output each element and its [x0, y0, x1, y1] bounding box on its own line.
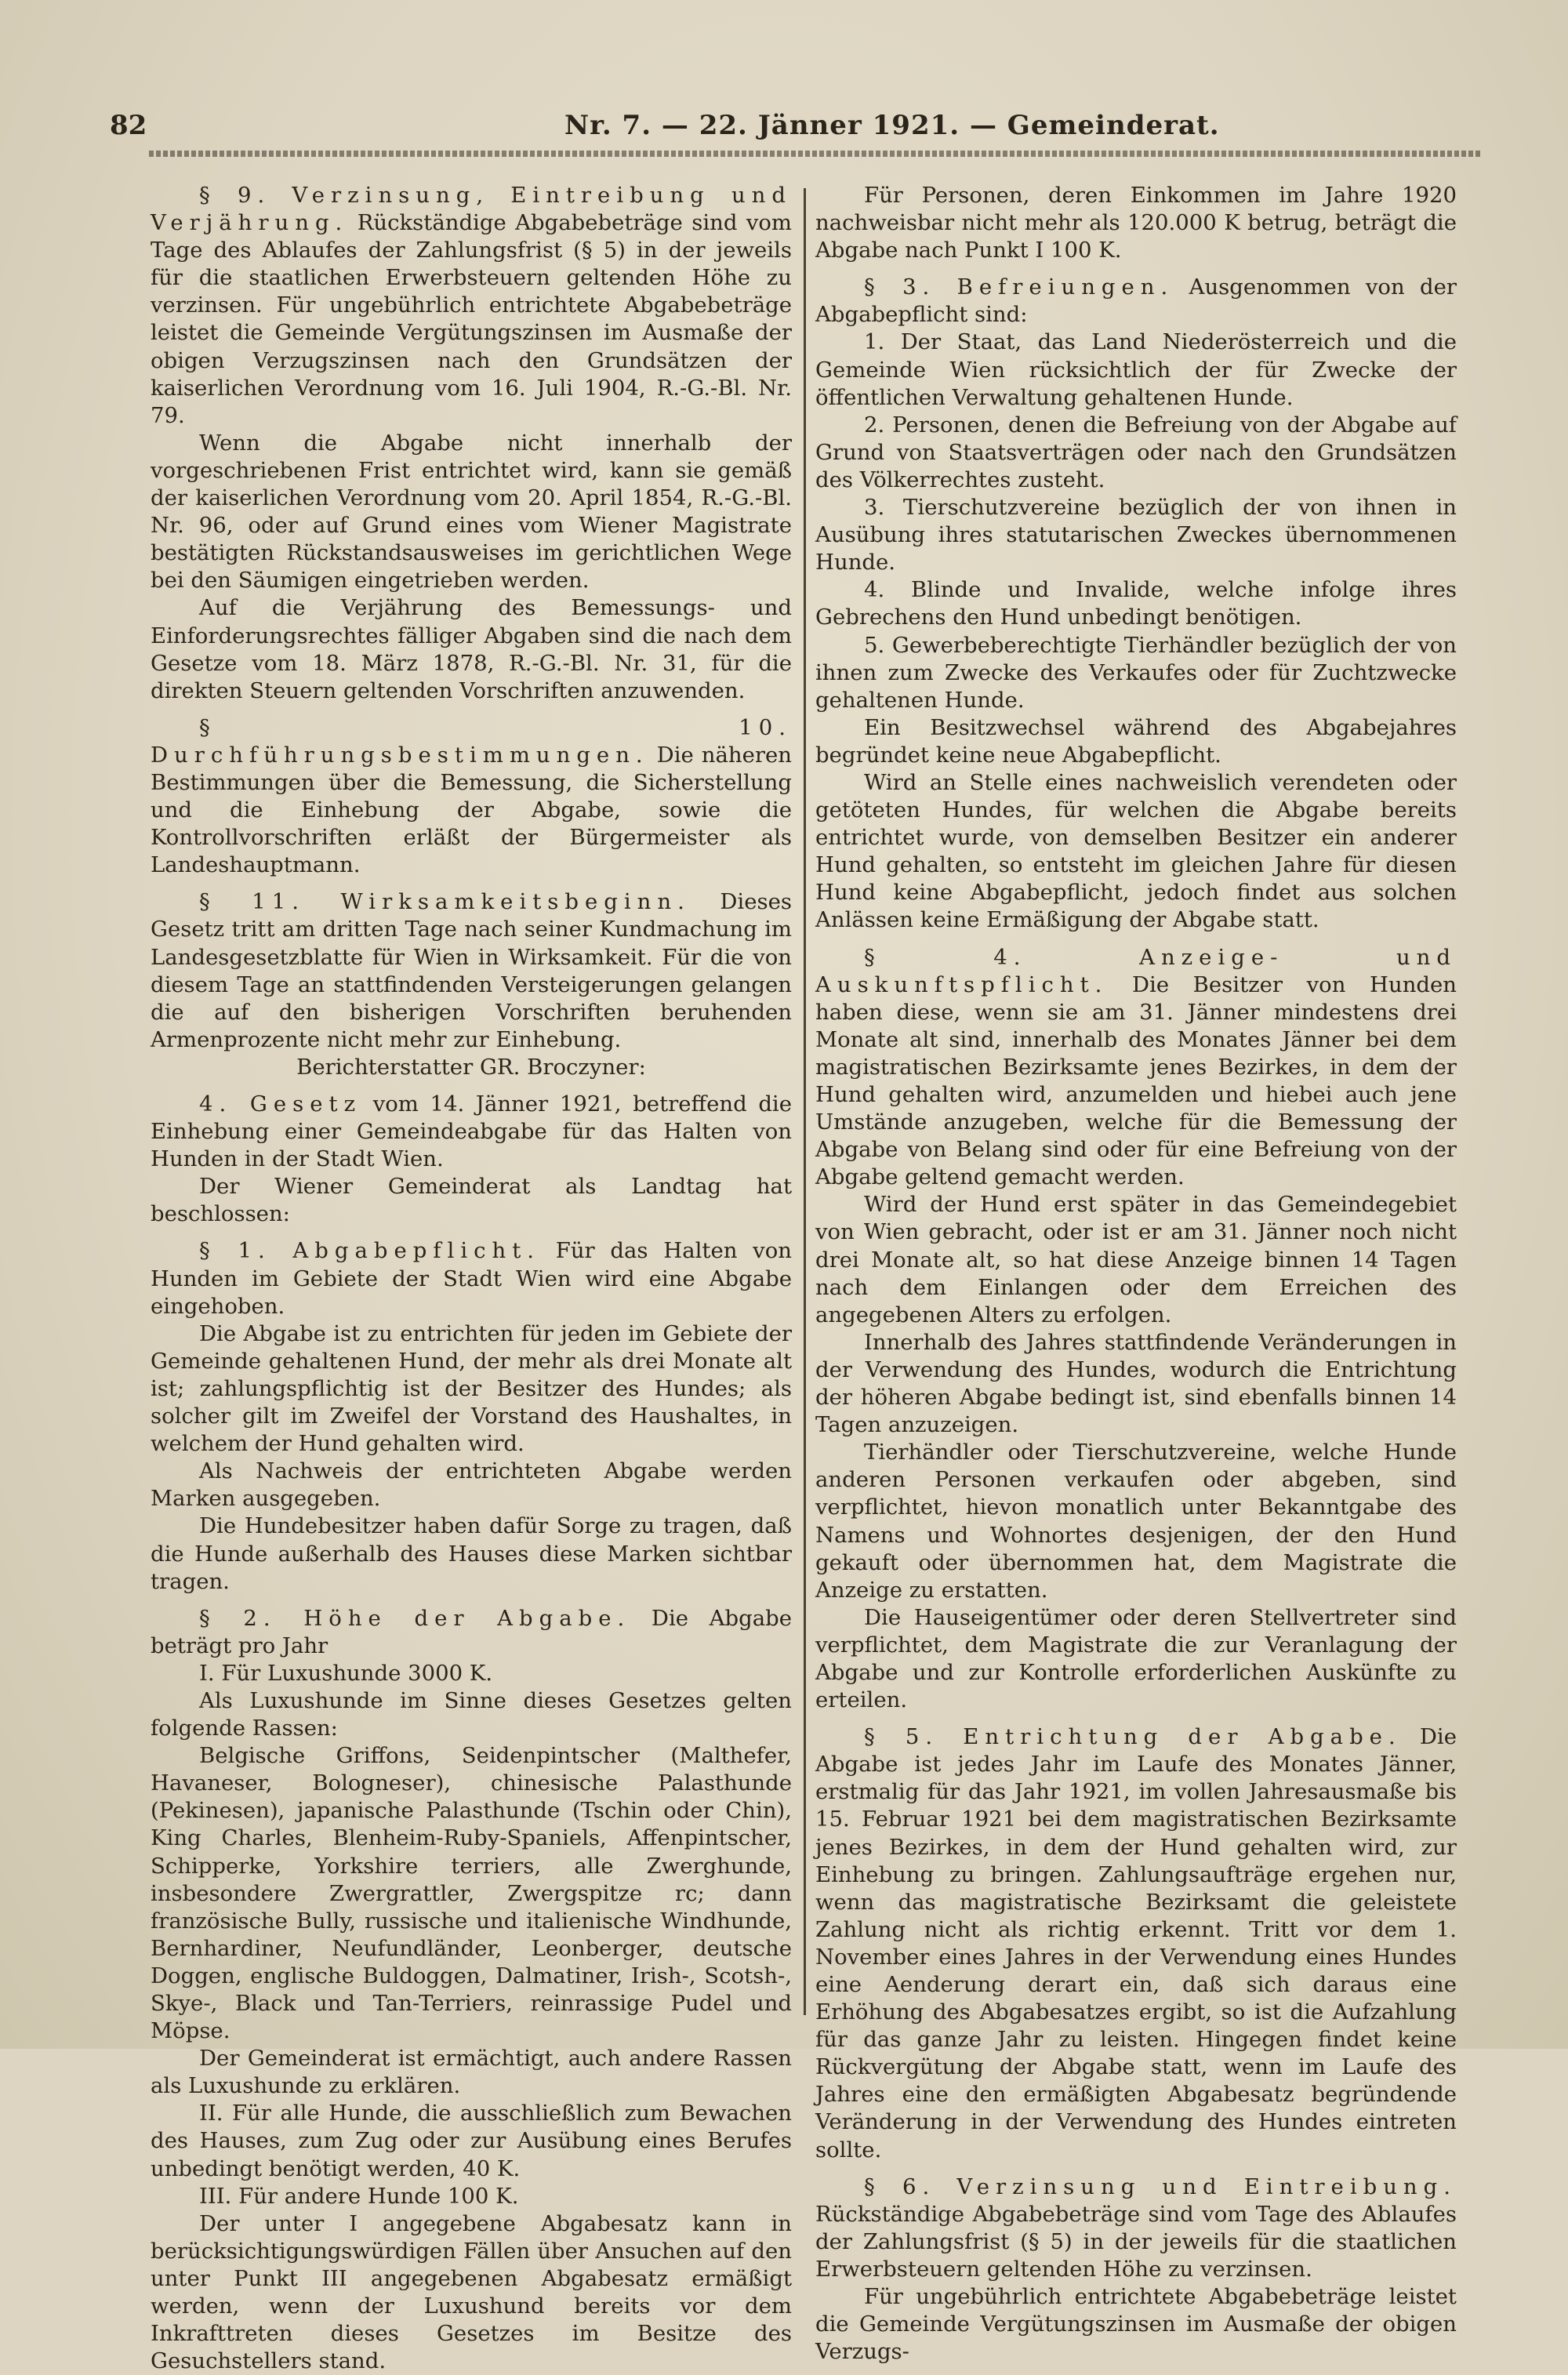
paragraph-text: Belgische Griffons, Seidenpintscher (Malthefer, Havaneser, Bologneser), chinesische Palasthunde (Pekinesen), japanische Palasthunde (Tschin oder Chin), King Charles, Blenheim-Ruby-Spaniels, Affenpintscher, Schipperke, Yorkshire terriers, alle Zwerghunde, insbesondere Zwergrattler, Zwergspitze rc; dann französische Bully, russische und italienische Windhunde, Bernhardiner, Neufundländer, Leonberger, deutsche Doggen, englische Buldoggen, Dalmatiner, Irish-, Scotsh-, Skye-, Black und Tan-Terriers, reinrassige Pudel und Möpse.	[151, 1743, 792, 2044]
paragraph-text: Der unter I angegebene Abgabesatz kann in berücksichtigungswürdigen Fällen über Ansuchen auf den unter Punkt III angegebenen Abgabesatz ermäßigt werden, wenn der Luxushund bereits vor dem Inkrafttreten dieses Gesetzes im Besitze des Gesuchstellers stand.	[151, 2210, 792, 2374]
running-title: Nr. 7. — 22. Jänner 1921. — Gemeinderat.	[564, 110, 1220, 141]
section-paragraph	[151, 714, 792, 880]
paragraph-text: II. Für alle Hunde, die ausschließlich zum Bewachen des Hauses, zum Zug oder zur Ausübung eines Berufes unbedingt benötigt werden, 40 K.	[151, 2101, 792, 2181]
paragraph	[151, 594, 792, 704]
paragraph	[815, 2283, 1457, 2366]
paragraph	[815, 1604, 1457, 1714]
paragraph	[151, 2045, 792, 2100]
paragraph	[815, 494, 1457, 576]
section-heading: § 11. Wirksamkeitsbeginn.	[199, 889, 691, 915]
paragraph-text: Tierhändler oder Tierschutzvereine, welche Hunde anderen Personen verkaufen oder abgeben, sind verpflichtet, hievon monatlich unter Bekanntgabe des Namens und Wohnortes desjenigen, der den Hund gekauft oder übernommen hat, dem Magistrate die Anzeige zu erstatten.	[815, 1440, 1457, 1603]
paragraph-text: Die Hauseigentümer oder deren Stellvertreter sind verpflichtet, dem Magistrate die zur Veranlagung der Abgabe und zur Kontrolle erforderlichen Auskünfte zu erteilen.	[815, 1604, 1457, 1713]
paragraph	[151, 1687, 792, 1742]
paragraph	[815, 576, 1457, 631]
paragraph-text: Wird an Stelle eines nachweislich verendeten oder getöteten Hundes, für welchen die Abgabe bereits entrichtet wurde, von demselben Besitzer ein anderer Hund gehalten, so entsteht im gleichen Jahre für diesen Hund keine Abgabepflicht, jedoch findet aus solchen Anlässen keine Ermäßigung der Abgabe statt.	[815, 769, 1457, 933]
paragraph	[151, 1742, 792, 2045]
section-heading: § 2. Höhe der Abgabe.	[199, 1605, 631, 1631]
section-paragraph	[151, 1605, 792, 1660]
header-rule	[149, 151, 1482, 157]
section-heading: § 9. Verzinsung, Eintreibung und Verjährung.	[151, 183, 792, 236]
paragraph-text: Als Nachweis der entrichteten Abgabe werden Marken ausgegeben.	[151, 1458, 792, 1512]
paragraph-text: 5. Gewerbeberechtigte Tierhändler bezüglich der von ihnen zum Zwecke des Verkaufes oder für Zuchtzwecke gehaltenen Hunde.	[815, 632, 1457, 713]
paragraph	[815, 1439, 1457, 1604]
paragraph	[151, 1513, 792, 1595]
paragraph-text: 1. Der Staat, das Land Niederösterreich und die Gemeinde Wien rücksichtlich der für Zwecke der öffentlichen Verwaltung gehaltenen Hunde.	[815, 329, 1457, 410]
paragraph-text: Der Wiener Gemeinderat als Landtag hat beschlossen:	[151, 1174, 792, 1227]
paragraph-text: Dieses Gesetz tritt am dritten Tage nach seiner Kundmachung im Landesgesetzblatte für Wien in Wirksamkeit. Für die von diesem Tage an stattfindenden Versteigerungen gelangen die auf den bisherigen Vorschriften beruhenden Armenprozente nicht mehr zur Einhebung.	[151, 889, 792, 1052]
section-heading: § 1. Abgabepflicht.	[199, 1238, 541, 1264]
section-paragraph	[151, 182, 792, 430]
paragraph-text: I. Für Luxushunde 3000 K.	[199, 1660, 493, 1686]
section-heading: 4. Gesetz	[199, 1091, 362, 1117]
paragraph-text: Die Abgabe beträgt pro Jahr	[151, 1605, 792, 1658]
left-column	[151, 182, 792, 2375]
paragraph-text: Wenn die Abgabe nicht innerhalb der vorgeschriebenen Frist entrichtet wird, kann sie gemäß der kaiserlichen Verordnung vom 20. April 1854, R.-G.-Bl. Nr. 96, oder auf Grund eines vom Wiener Magistrate bestätigten Rückstandsausweises im gerichtlichen Wege bei den Säumigen eingetrieben werden.	[151, 430, 792, 594]
right-column	[815, 182, 1457, 2366]
section-heading: § 4. Anzeige- und Auskunftspflicht.	[815, 944, 1457, 997]
paragraph	[151, 430, 792, 595]
paragraph-text: Die Besitzer von Hunden haben diese, wenn sie am 31. Jänner mindestens drei Monate alt sind, innerhalb des Monates Jänner bei dem magistratischen Bezirksamte jenes Bezirkes, in dem der Hund gehalten wird, anzumelden und hiebei auch jene Umstände anzugeben, welche für die Bemessung der Abgabe von Belang sind oder für eine Befreiung von der Abgabe geltend gemacht werden.	[815, 971, 1457, 1190]
paragraph-text: Für ungebührlich entrichtete Abgabebeträge leistet die Gemeinde Vergütungszinsen im Ausmaße der obigen Verzugs-	[815, 2284, 1457, 2365]
paragraph	[151, 1660, 792, 1687]
paragraph	[815, 329, 1457, 411]
paragraph	[151, 2210, 792, 2375]
paragraph	[815, 182, 1457, 264]
paragraph	[151, 1173, 792, 1228]
section-paragraph	[815, 944, 1457, 1192]
paragraph-text: Ein Besitzwechsel während des Abgabejahres begründet keine neue Abgabepflicht.	[815, 714, 1457, 768]
paragraph	[815, 1329, 1457, 1439]
paragraph-text: Als Luxushunde im Sinne dieses Gesetzes gelten folgende Rassen:	[151, 1687, 792, 1741]
paragraph-text: Für Personen, deren Einkommen im Jahre 1920 nachweisbar nicht mehr als 120.000 K betrug, beträgt die Abgabe nach Punkt I 100 K.	[815, 183, 1457, 263]
paragraph-text: Die näheren Bestimmungen über die Bemessung, die Sicherstellung und die Einhebung der Abgabe, sowie die Kontrollvorschriften erläßt der Bürgermeister als Landeshauptmann.	[151, 742, 792, 878]
section-paragraph	[815, 1723, 1457, 2164]
paragraph	[815, 412, 1457, 494]
paragraph	[815, 769, 1457, 935]
paragraph-text: 2. Personen, denen die Befreiung von der Abgabe auf Grund von Staatsverträgen oder nach den Grundsätzen des Völkerrechtes zusteht.	[815, 412, 1457, 492]
paragraph-text: Berichterstatter GR. Broczyner:	[296, 1054, 646, 1080]
section-paragraph	[151, 1091, 792, 1173]
paragraph-text: Rückständige Abgabebeträge sind vom Tage des Ablaufes der Zahlungsfrist (§ 5) in der jeweils für die staatlichen Erwerbsteuern geltenden Höhe zu verzinsen. Für ungebührlich entrichtete Abgabebeträge leistet die Gemeinde Vergütungszinsen im Ausmaße der obigen Verzugszinsen nach den Grundsätzen der kaiserlichen Verordnung vom 16. Juli 1904, R.-G.-Bl. Nr. 79.	[151, 210, 792, 428]
section-paragraph	[151, 888, 792, 1054]
paragraph	[151, 1320, 792, 1458]
paragraph-text: Die Abgabe ist zu entrichten für jeden im Gebiete der Gemeinde gehaltenen Hund, der mehr als drei Monate alt ist; zahlungspflichtig ist der Besitzer des Hundes; als solcher gilt im Zweifel der Vorstand des Haushaltes, in welchem der Hund gehalten wird.	[151, 1320, 792, 1457]
paragraph-text: 4. Blinde und Invalide, welche infolge ihres Gebrechens den Hund unbedingt benötigen.	[815, 577, 1457, 630]
paragraph-text: Auf die Verjährung des Bemessungs- und Einforderungsrechtes fälliger Abgaben sind die nach dem Gesetze vom 18. März 1878, R.-G.-Bl. Nr. 31, für die direkten Steuern geltenden Vorschriften anzuwenden.	[151, 595, 792, 703]
paragraph-text: 3. Tierschutzvereine bezüglich der von ihnen in Ausübung ihres statutarischen Zweckes übernommenen Hunde.	[815, 495, 1457, 576]
column-divider	[804, 188, 806, 2015]
section-heading: § 5. Entrichtung der Abgabe.	[864, 1724, 1402, 1750]
paragraph	[815, 1191, 1457, 1328]
paragraph-text: Rückständige Abgabebeträge sind vom Tage des Ablaufes der Zahlungsfrist (§ 5) in der jeweils für die staatlichen Erwerbsteuern geltenden Höhe zu verzinsen.	[815, 2201, 1457, 2282]
paragraph-text: Die Abgabe ist jedes Jahr im Laufe des Monates Jänner, erstmalig für das Jahr 1921, im vollen Jahresausmaße bis 15. Februar 1921 bei dem magistratischen Bezirksamte jenes Bezirkes, in dem der Hund gehalten wird, zur Einhebung zu bringen. Zahlungsaufträge ergehen nur, wenn das magistratische Bezirksamt die geleistete Zahlung nicht als richtig erkennt. Tritt vor dem 1. November eines Jahres in der Verwendung eines Hundes eine Aenderung derart ein, daß sich daraus eine Erhöhung des Abgabesatzes ergibt, so ist die Aufzahlung für das ganze Jahr zu leisten. Hingegen findet keine Rückvergütung der Abgabe statt, wenn im Laufe des Jahres eine den ermäßigten Abgabesatz begründende Veränderung in der Verwendung des Hundes eintreten sollte.	[815, 1724, 1457, 2163]
paragraph-text: Der Gemeinderat ist ermächtigt, auch andere Rassen als Luxushunde zu erklären.	[151, 2046, 792, 2099]
section-heading: § 10. Durchführungsbestimmungen.	[151, 714, 792, 768]
paragraph	[151, 1458, 792, 1513]
paragraph-text: Ausgenommen von der Abgabepflicht sind:	[815, 274, 1457, 328]
paragraph-text: Die Hundebesitzer haben dafür Sorge zu tragen, daß die Hunde außerhalb des Hauses diese Marken sichtbar tragen.	[151, 1513, 792, 1594]
paragraph	[151, 2100, 792, 2182]
page-number: 82	[110, 110, 147, 141]
paragraph	[815, 632, 1457, 714]
paragraph	[151, 2183, 792, 2210]
page-header	[110, 110, 1458, 149]
section-paragraph	[815, 2173, 1457, 2283]
paragraph	[151, 1054, 792, 1081]
paragraph-text: Wird der Hund erst später in das Gemeindegebiet von Wien gebracht, oder ist er am 31. Jänner noch nicht drei Monate alt, so hat diese Anzeige binnen 14 Tagen nach dem Einlangen oder dem Erreichen des angegebenen Alters zu erfolgen.	[815, 1192, 1457, 1327]
paragraph-text: Für das Halten von Hunden im Gebiete der Stadt Wien wird eine Abgabe eingehoben.	[151, 1238, 792, 1319]
paragraph-text: Innerhalb des Jahres stattfindende Veränderungen in der Verwendung des Hundes, wodurch die Entrichtung der höheren Abgabe bedingt ist, sind ebenfalls binnen 14 Tagen anzuzeigen.	[815, 1329, 1457, 1438]
section-paragraph	[151, 1237, 792, 1320]
section-heading: § 3. Befreiungen.	[864, 274, 1174, 300]
paragraph-text: vom 14. Jänner 1921, betreffend die Einhebung einer Gemeindeabgabe für das Halten von Hunden in der Stadt Wien.	[151, 1091, 792, 1172]
paragraph-text: III. Für andere Hunde 100 K.	[199, 2183, 519, 2209]
section-heading: § 6. Verzinsung und Eintreibung.	[864, 2173, 1457, 2199]
paragraph	[815, 714, 1457, 769]
section-paragraph	[815, 274, 1457, 329]
